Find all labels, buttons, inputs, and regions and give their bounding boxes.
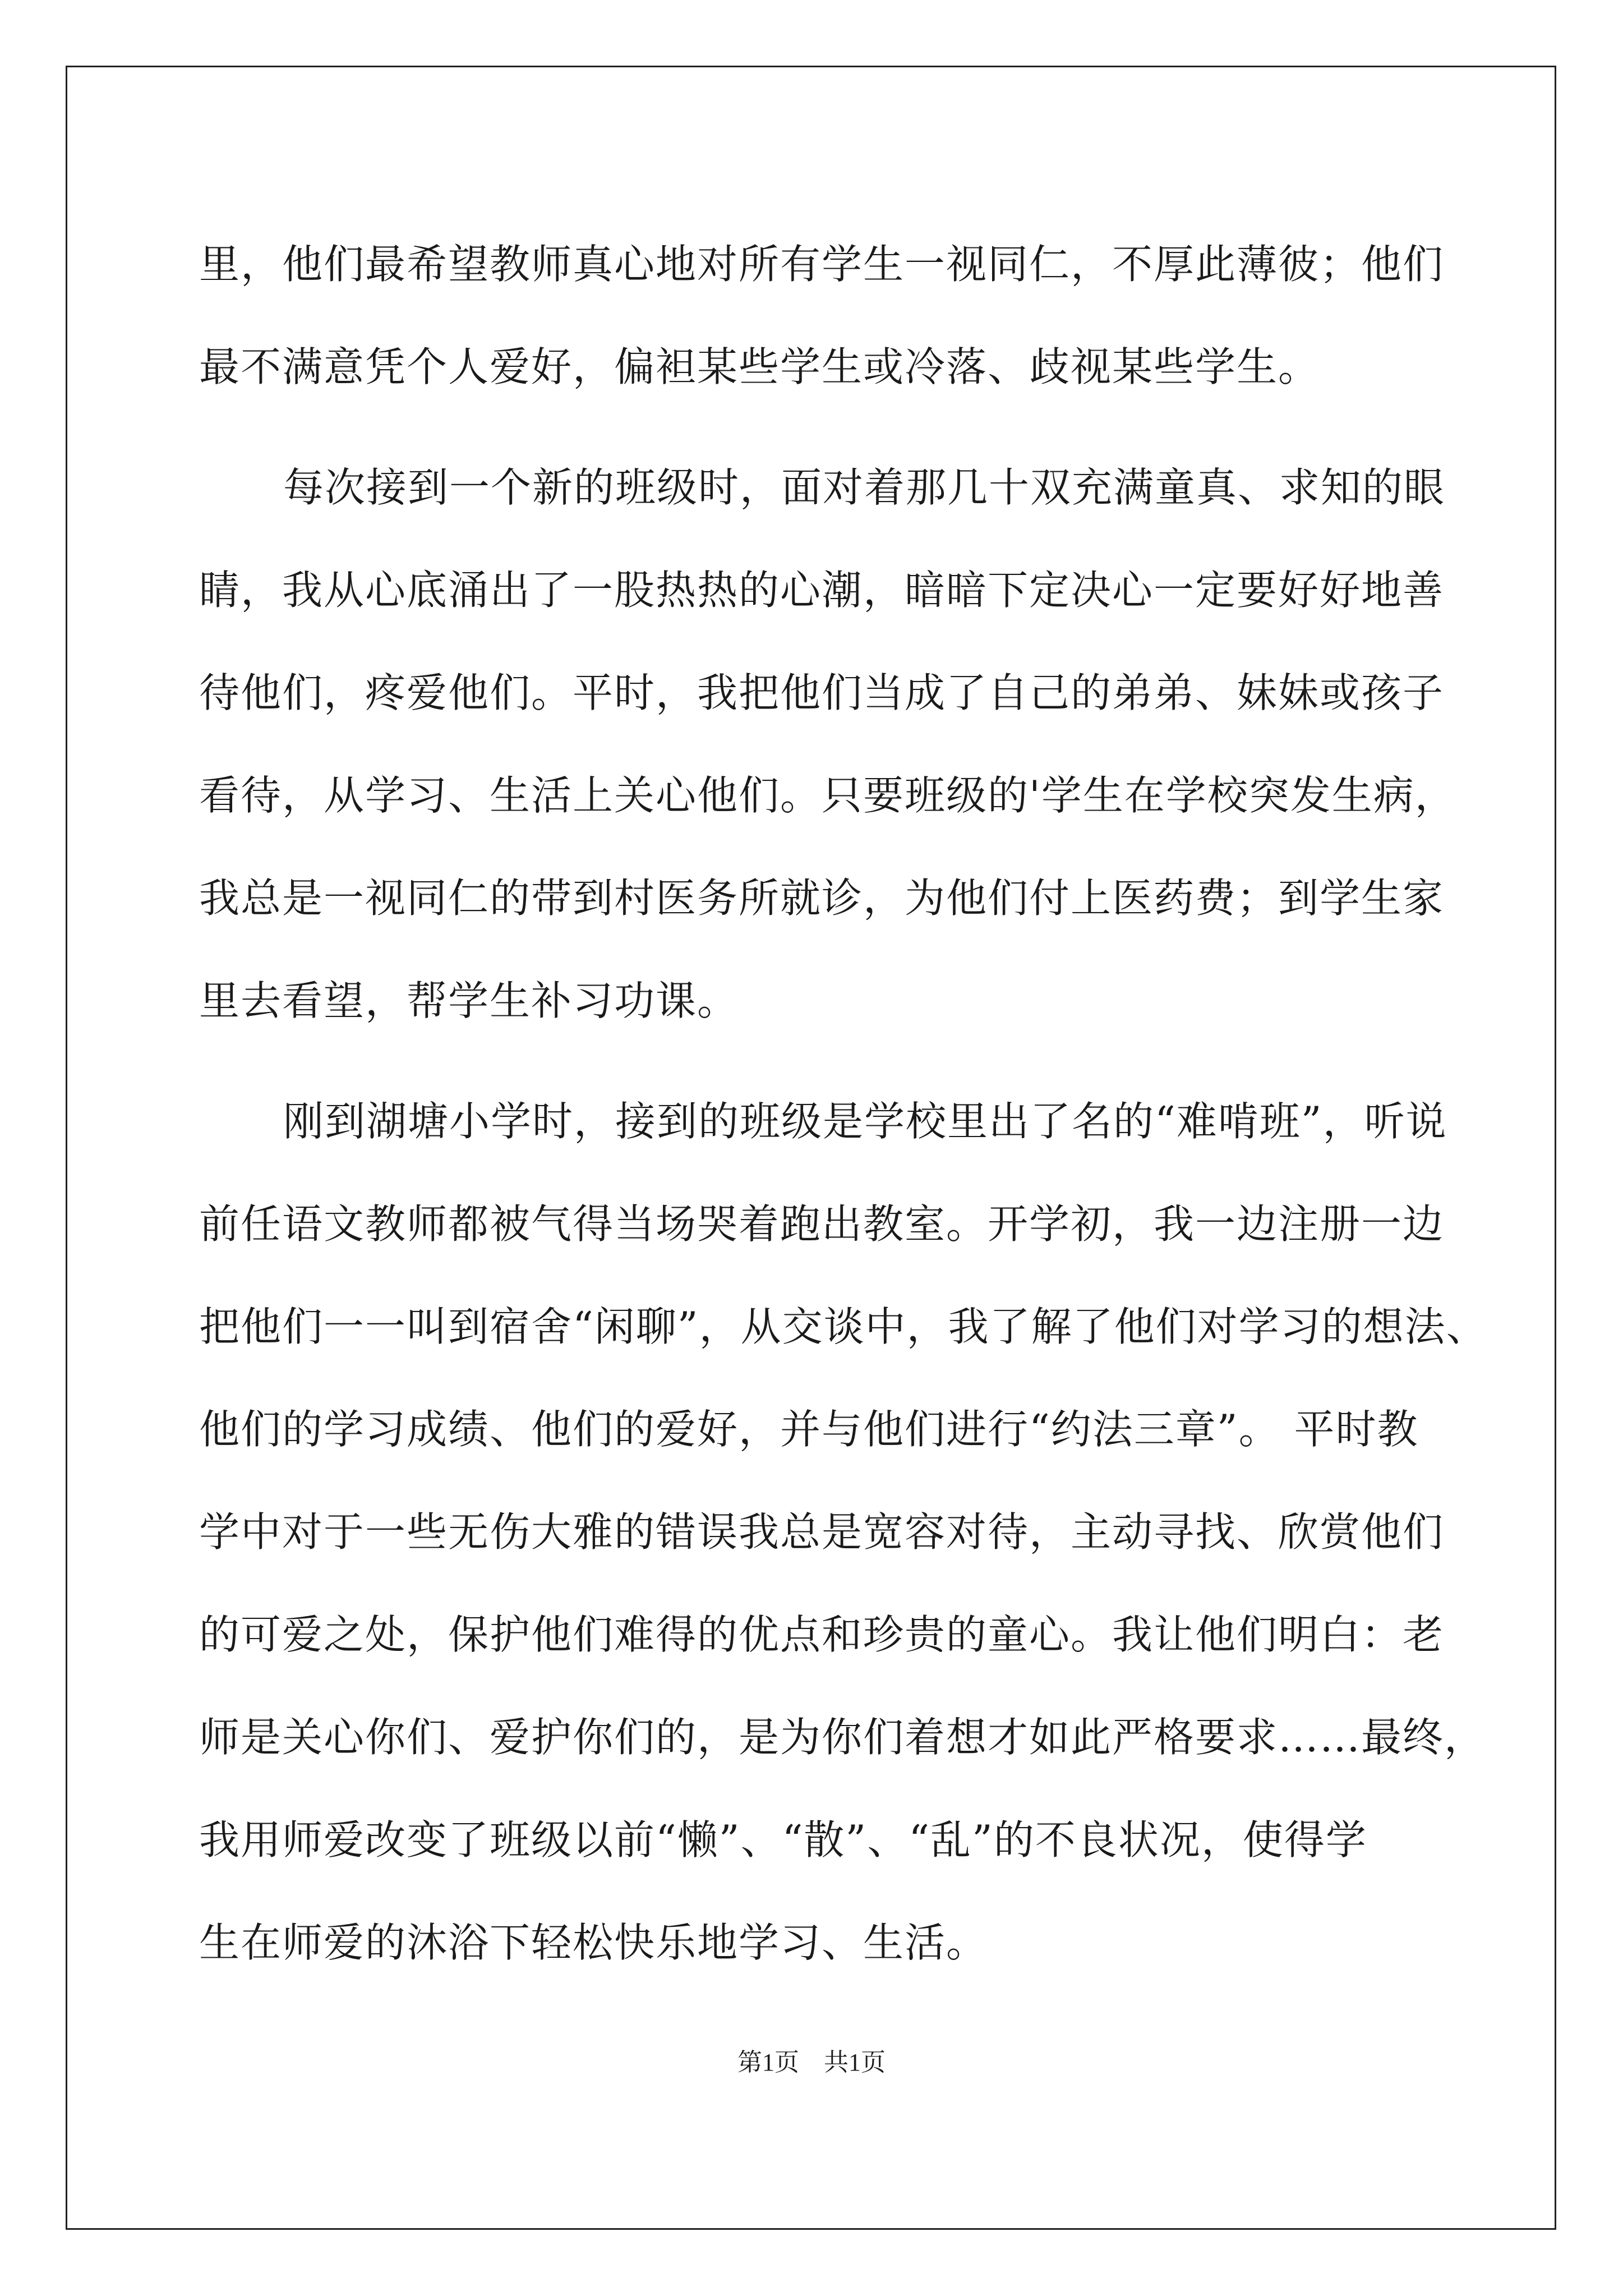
paragraph-line: 生在师爱的沐浴下轻松快乐地学习、生活。 <box>199 1919 988 1966</box>
paragraph-line: 看待，从学习、生活上关心他们。只要班级的'学生在学校突发生病， <box>199 772 1456 819</box>
paragraph-line: 每次接到一个新的班级时，面对着那几十双充满童真、求知的眼 <box>283 464 1446 511</box>
paragraph-line: 最不满意凭个人爱好，偏袒某些学生或冷落、歧视某些学生。 <box>199 343 1320 390</box>
paragraph-line: 我总是一视同仁的带到村医务所就诊，为他们付上医药费；到学生家 <box>199 875 1445 922</box>
paragraph-line: 待他们，疼爱他们。平时，我把他们当成了自己的弟弟、妹妹或孩子 <box>199 669 1445 716</box>
paragraph-line: 的可爱之处，保护他们难得的优点和珍贵的童心。我让他们明白：老 <box>199 1611 1445 1658</box>
paragraph-line: 师是关心你们、爱护你们的，是为你们着想才如此严格要求……最终， <box>199 1714 1486 1761</box>
paragraph-line: 学中对于一些无伤大雅的错误我总是宽容对待，主动寻找、欣赏他们 <box>199 1508 1445 1556</box>
page-number-footer: 第1页 共1页 <box>737 2049 886 2076</box>
paragraph-line: 他们的学习成绩、他们的爱好，并与他们进行“约法三章”。 平时教 <box>199 1406 1419 1453</box>
paragraph-line: 我用师爱改变了班级以前“懒”、“散”、“乱”的不良状况，使得学 <box>199 1816 1367 1864</box>
paragraph-line: 刚到湖塘小学时，接到的班级是学校里出了名的“难啃班”，听说 <box>283 1098 1447 1145</box>
document-body <box>199 213 1488 1994</box>
paragraph-line: 前任语文教师都被气得当场哭着跑出教室。开学初，我一边注册一边 <box>199 1200 1445 1248</box>
paragraph-line: 睛，我从心底涌出了一股热热的心潮，暗暗下定决心一定要好好地善 <box>199 567 1445 614</box>
paragraph-line: 里去看望，帮学生补习功课。 <box>199 977 739 1024</box>
paragraph-line: 里，他们最希望教师真心地对所有学生一视同仁，不厚此薄彼；他们 <box>199 241 1445 288</box>
paragraph-line: 把他们一一叫到宿舍“闲聊”，从交谈中，我了解了他们对学习的想法、 <box>199 1303 1488 1350</box>
